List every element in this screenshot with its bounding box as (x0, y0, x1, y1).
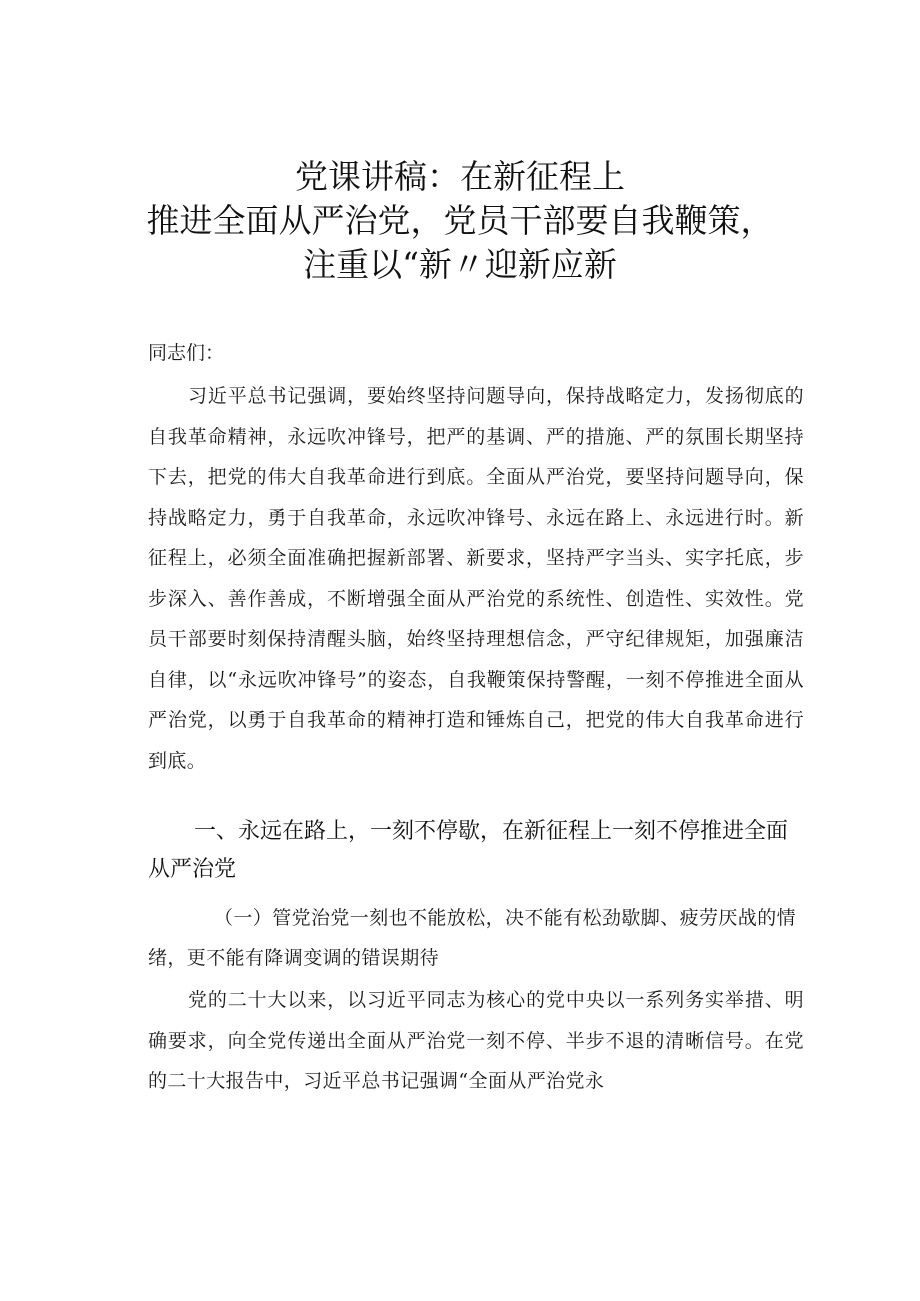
intro-paragraph: 习近平总书记强调，要始终坚持问题导向，保持战略定力，发扬彻底的自我革命精神，永远吹冲锋号，把严的基调、严的措施、严的氛围长期坚持下去，把党的伟大自我革命进行到底。全面从严治党，要坚持问题导向，保持战略定力，勇于自我革命，永远吹冲锋号、永远在路上、永远进行时。新征程上，必须全面准确把握新部署、新要求，坚持严字当头、实字托底，步步深入、善作善成，不断增强全面从严治党的系统性、创造性、实效性。党员干部要时刻保持清醒头脑，始终坚持理想信念，严守纪律规矩，加强廉洁自律，以“永远吹冲锋号”的姿态，自我鞭策保持警醒，一刻不停推进全面从严治党，以勇于自我革命的精神打造和锤炼自己，把党的伟大自我革命进行到底。 (148, 385, 804, 772)
body-paragraph: 党的二十大以来，以习近平同志为核心的党中央以一系列务实举措、明确要求，向全党传递出全面从严治党一刻不停、半步不退的清晰信号。在党的二十大报告中，习近平总书记强调“全面从严治党永 (148, 989, 804, 1092)
section-1-heading: 一、永远在路上，一刻不停歇，在新征程上一刻不停推进全面从严治党 (148, 819, 789, 882)
title-line-1: 党课讲稿：在新征程上 (295, 157, 625, 196)
subsection-1-heading: （一）管党治党一刻也不能放松，决不能有松劲歇脚、疲劳厌战的情绪，更不能有降调变调的错误期待 (148, 907, 797, 969)
document-title (0, 155, 920, 287)
title-line-2: 推进全面从严治党，党员干部要自我鞭策， (146, 201, 774, 240)
title-line-3: 注重以“新〃迎新应新 (303, 245, 617, 284)
greeting: 同志们： (148, 342, 225, 364)
